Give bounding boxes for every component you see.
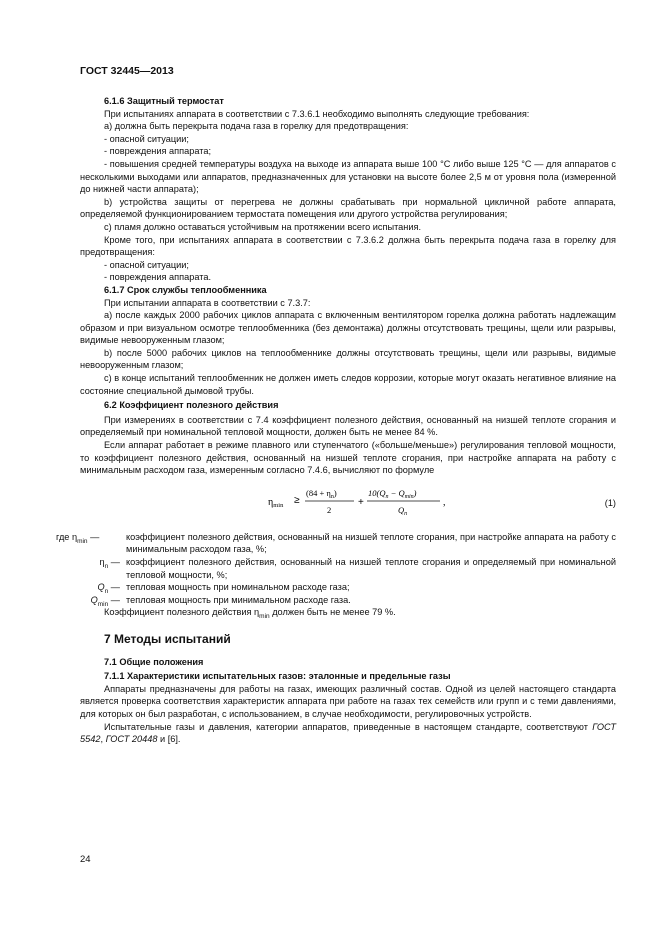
page-body <box>56 95 616 746</box>
paragraph: При испытании аппарата в соответствии с 7.3.7: <box>104 297 311 308</box>
section-6-1-6-title: 6.1.6 Защитный термостат <box>104 96 224 106</box>
formula-den1: 2 <box>327 504 332 515</box>
list-item: а) должна быть перекрыта подача газа в горелку для предотвращения: <box>104 121 409 132</box>
definition-text: коэффициент полезного действия, основанный на низшей теплоте сгорания, при настройке аппарата на работу с минимальным расходом газа, %; <box>126 531 616 555</box>
paragraph: Коэффициент полезного действия $\eta_{min}$ должен быть не менее 79 %. <box>104 607 396 621</box>
definition-text: тепловая мощность при номинальном расходе газа; <box>126 582 350 593</box>
definition-text: тепловая мощность при минимальном расходе газа. <box>126 594 351 605</box>
formula-den2: $Q_n$ <box>398 504 408 517</box>
document-header: ГОСТ 32445—2013 <box>80 65 174 77</box>
list-item: - повреждения аппарата; <box>104 146 211 157</box>
definition-symbol: $Q_n$ — <box>97 582 120 596</box>
definition-symbol: $Q_{min}$ — <box>90 594 120 608</box>
section-6-2-title: 6.2 Коэффициент полезного действия <box>104 400 279 411</box>
definition-row <box>56 531 616 556</box>
list-item: - повышения средней температуры воздуха на выходе из аппарата выше 100 °С либо выше 125 °С — для аппаратов с несколькими выходами или аппаратов, предназначенных для установки на высоте более 2,5 м от уровня пола (измеренной до нижней части аппарата); <box>80 158 616 195</box>
paragraph: При измерениях в соответствии с 7.4 коэффициент полезного действия, основанный на низшей теплоте сгорания и определяемый при номинальной тепловой мощности, должен быть не менее 84 %. <box>80 414 616 438</box>
formula-num2: $10(Q_n - Q_{min})$ <box>368 487 417 500</box>
formula-1 <box>80 483 616 523</box>
list-item: - опасной ситуации; <box>104 259 189 270</box>
formula-lhs: $\eta_{min}$ <box>268 496 284 509</box>
list-item: - повреждения аппарата. <box>104 272 211 283</box>
list-item: b) после 5000 рабочих циклов на теплообменнике должны отсутствовать трещины, щели или разрывы, видимые невооруженным глазом; <box>80 347 616 371</box>
list-item: а) после каждых 2000 рабочих циклов аппарата с включенным вентилятором горелка должна работать надлежащим образом и при визуальном осмотре теплообменника (без демонтажа) должны отсутствовать трещины, щели или разрывы, видимые невооруженным глазом; <box>80 310 616 346</box>
list-item: с) в конце испытаний теплообменник не должен иметь следов коррозии, которые могут оказать негативное влияние на состояние специальной дымовой трубы. <box>80 373 616 396</box>
paragraph: Испытательные газы и давления, категории аппаратов, приведенные в настоящем стандарте, соответствуют ГОСТ 5542, ГОСТ 20448 и [6]. <box>80 721 616 745</box>
formula-num1: $(84 + \eta_n)$ <box>306 487 337 500</box>
paragraph: Аппараты предназначены для работы на газах, имеющих различный состав. Одной из целей настоящего стандарта является проверка соответствия характеристик аппарата при работе на газах тех семейств или групп и с теми давлениями, для которых он был разработан, с использованием, в случае необходимости, регулировочных устройств. <box>80 683 616 719</box>
definition-row <box>56 581 616 594</box>
formula-expression <box>268 483 488 523</box>
section-7-1-title: 7.1 Общие положения <box>104 656 204 667</box>
list-item: b) устройства защиты от перегрева не должны срабатывать при нормальной цикличной работе аппарата, определяемой функционированием термостата помещения или другого устройства регулирования; <box>80 196 616 220</box>
section-7-1-1-title: 7.1.1 Характеристики испытательных газов: эталонные и предельные газы <box>104 671 451 682</box>
formula-plus: + <box>358 496 364 508</box>
paragraph: При испытаниях аппарата в соответствии с 7.3.6.1 необходимо выполнять следующие требования: <box>104 108 530 119</box>
definition-symbol: где $\eta_{min}$ — <box>56 531 100 545</box>
definition-text: коэффициент полезного действия, основанный на низшей теплоте сгорания и определяемый при номинальной тепловой мощности, %; <box>126 557 616 580</box>
formula-comma: , <box>443 496 446 508</box>
definition-symbol: $\eta_n$ — <box>99 557 120 570</box>
page-number: 24 <box>80 854 91 865</box>
list-item: - опасной ситуации; <box>104 133 189 144</box>
paragraph: Кроме того, при испытаниях аппарата в соответствии с 7.3.6.2 должна быть перекрыта подача газа в горелку для предотвращения: <box>80 234 616 258</box>
definition-row <box>56 594 616 607</box>
section-6-1-7-title: 6.1.7 Срок службы теплообменника <box>104 284 267 295</box>
formula-number: (1) <box>604 497 616 508</box>
formula-ge: ≥ <box>294 494 300 506</box>
section-7-title: 7 Методы испытаний <box>104 631 231 646</box>
paragraph: Если аппарат работает в режиме плавного или ступенчатого («больше/меньше») регулирования тепловой мощности, то коэффициент полезного действия, основанный на низшей теплоте сгорания, при настройке аппарата на работу с минимальным расходом газа, измеренным согласно 7.4.6, вычисляют по формуле <box>80 440 616 476</box>
definition-row <box>56 556 616 581</box>
list-item: с) пламя должно оставаться устойчивым на протяжении всего испытания. <box>104 221 422 232</box>
